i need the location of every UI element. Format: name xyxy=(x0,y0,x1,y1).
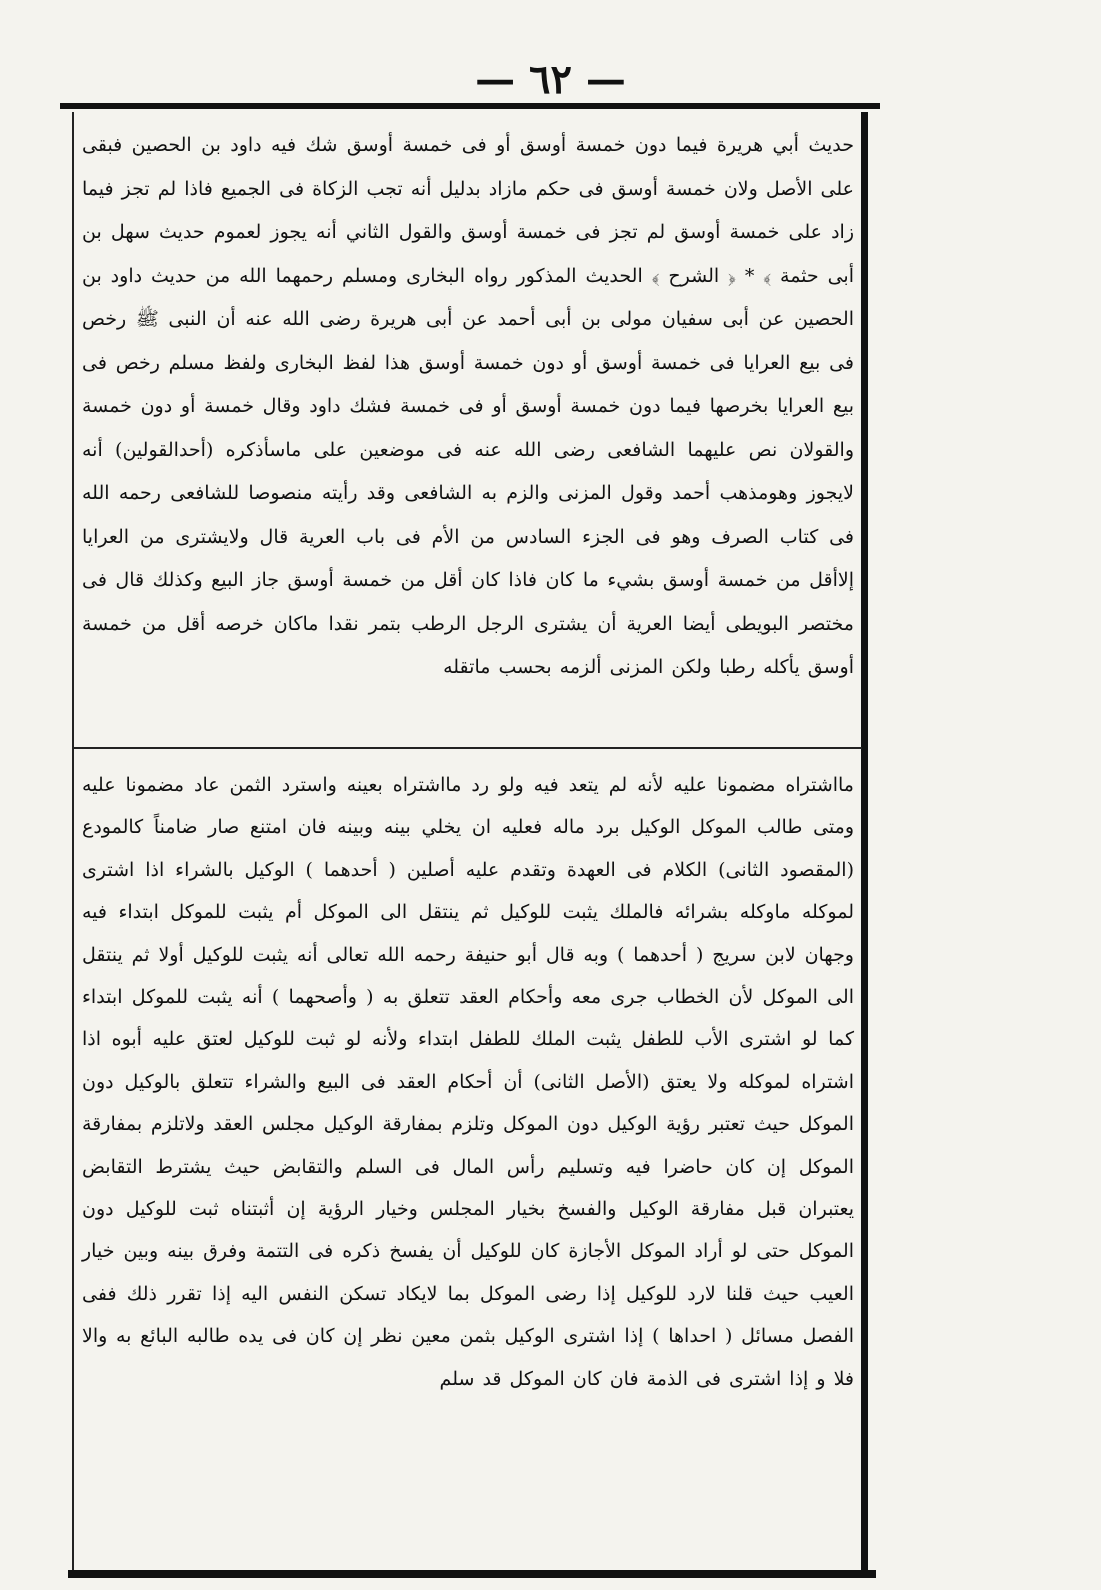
top-rule xyxy=(60,103,880,109)
page-number: — ٦٢ — xyxy=(475,56,626,103)
main-text-block xyxy=(82,764,854,1400)
commentary-text-block xyxy=(82,124,854,690)
bottom-rule xyxy=(68,1570,876,1578)
section-divider xyxy=(74,747,862,749)
commentary-paragraph: حديث أبي هريرة فيما دون خمسة أوسق أو فى خمسة أوسق شك فيه داود بن الحصين فبقى على الأصل ولان خمسة أوسق فى حكم مازاد بدليل أنه تجب الزكاة فى الجميع فاذا لم تجز فيما زاد على خمسة أوسق لم تجز فى خمسة أوسق والقول الثاني أنه يجوز لعموم حديث سهل بن أبى حثمة ﴾ * ﴿ الشرح ﴾ الحديث المذكور رواه البخارى ومسلم رحمهما الله من حديث داود بن الحصين عن أبى سفيان مولى بن أبى أحمد عن أبى هريرة رضى الله عنه أن النبى ﷺ رخص فى بيع العرايا فى خمسة أوسق أو دون خمسة أوسق هذا لفظ البخارى ولفظ مسلم رخص فى بيع العرايا بخرصها فيما دون خمسة أوسق أو فى خمسة فشك داود وقال خمسة أو دون خمسة والقولان نص عليهما الشافعى رضى الله عنه فى موضعين على ماسأذكره (أحدالقولين) أنه لايجوز وهومذهب أحمد وقول المزنى والزم به الشافعى وقد رأيته منصوصا للشافعى رحمه الله فى كتاب الصرف وهو فى الجزء السادس من الأم فى باب العرية قال ولايشترى من العرايا إلاأقل من خمسة أوسق بشيء ما كان فاذا كان أقل من خمسة أوسق جاز البيع وكذلك قال فى مختصر البويطى أيضا العرية أن يشترى الرجل الرطب بتمر نقدا ماكان خرصه أقل من خمسة أوسق يأكله رطبا ولكن المزنى ألزمه بحسب ماتقله xyxy=(82,134,854,678)
frame-right-border xyxy=(861,112,868,1577)
frame-left-border xyxy=(72,112,74,1577)
main-paragraph: مااشتراه مضمونا عليه لأنه لم يتعد فيه ولو رد مااشتراه بعينه واسترد الثمن عاد مضمونا عليه ومتى طالب الموكل الوكيل برد ماله فعليه ان يخلي بينه وبينه فان امتنع صار ضامناً كالمودع (المقصود الثانى) الكلام فى العهدة وتقدم عليه أصلين ( أحدهما ) الوكيل بالشراء اذا اشترى لموكله ماوكله بشرائه فالملك يثبت للوكيل ثم ينتقل الى الموكل أم يثبت للموكل ابتداء فيه وجهان لابن سريج ( أحدهما ) وبه قال أبو حنيفة رحمه الله تعالى أنه يثبت للوكيل أولا ثم ينتقل الى الموكل لأن الخطاب جرى معه وأحكام العقد تتعلق به ( وأصحهما ) أنه يثبت للموكل ابتداء كما لو اشترى الأب للطفل يثبت الملك للطفل ابتداء ولأنه لو ثبت للوكيل لعتق عليه أبوه اذا اشتراه لموكله ولا يعتق (الأصل الثانى) أن أحكام العقد فى البيع والشراء تتعلق بالوكيل دون الموكل حيث تعتبر رؤية الوكيل دون الموكل وتلزم بمفارقة الوكيل مجلس العقد ولاتلزم بمفارقة الموكل إن كان حاضرا فيه وتسليم رأس المال فى السلم والتقابض حيث يشترط التقابض يعتبران قبل مفارقة الوكيل والفسخ بخيار المجلس وخيار الرؤية إن أثبتناه ثبت للوكيل دون الموكل حتى لو أراد الموكل الأجازة كان للوكيل أن يفسخ ذكره فى التتمة وفرق بينه وبين خيار العيب حيث قلنا لارد للوكيل إذا رضى الموكل بما لايكاد تسكن النفس اليه إذا تقرر ذلك ففى الفصل مسائل ( احداها ) إذا اشترى الوكيل بثمن معين نظر إن كان فى يده طالبه البائع به والا فلا و إذا اشترى فى الذمة فان كان الموكل قد سلم xyxy=(82,774,854,1390)
